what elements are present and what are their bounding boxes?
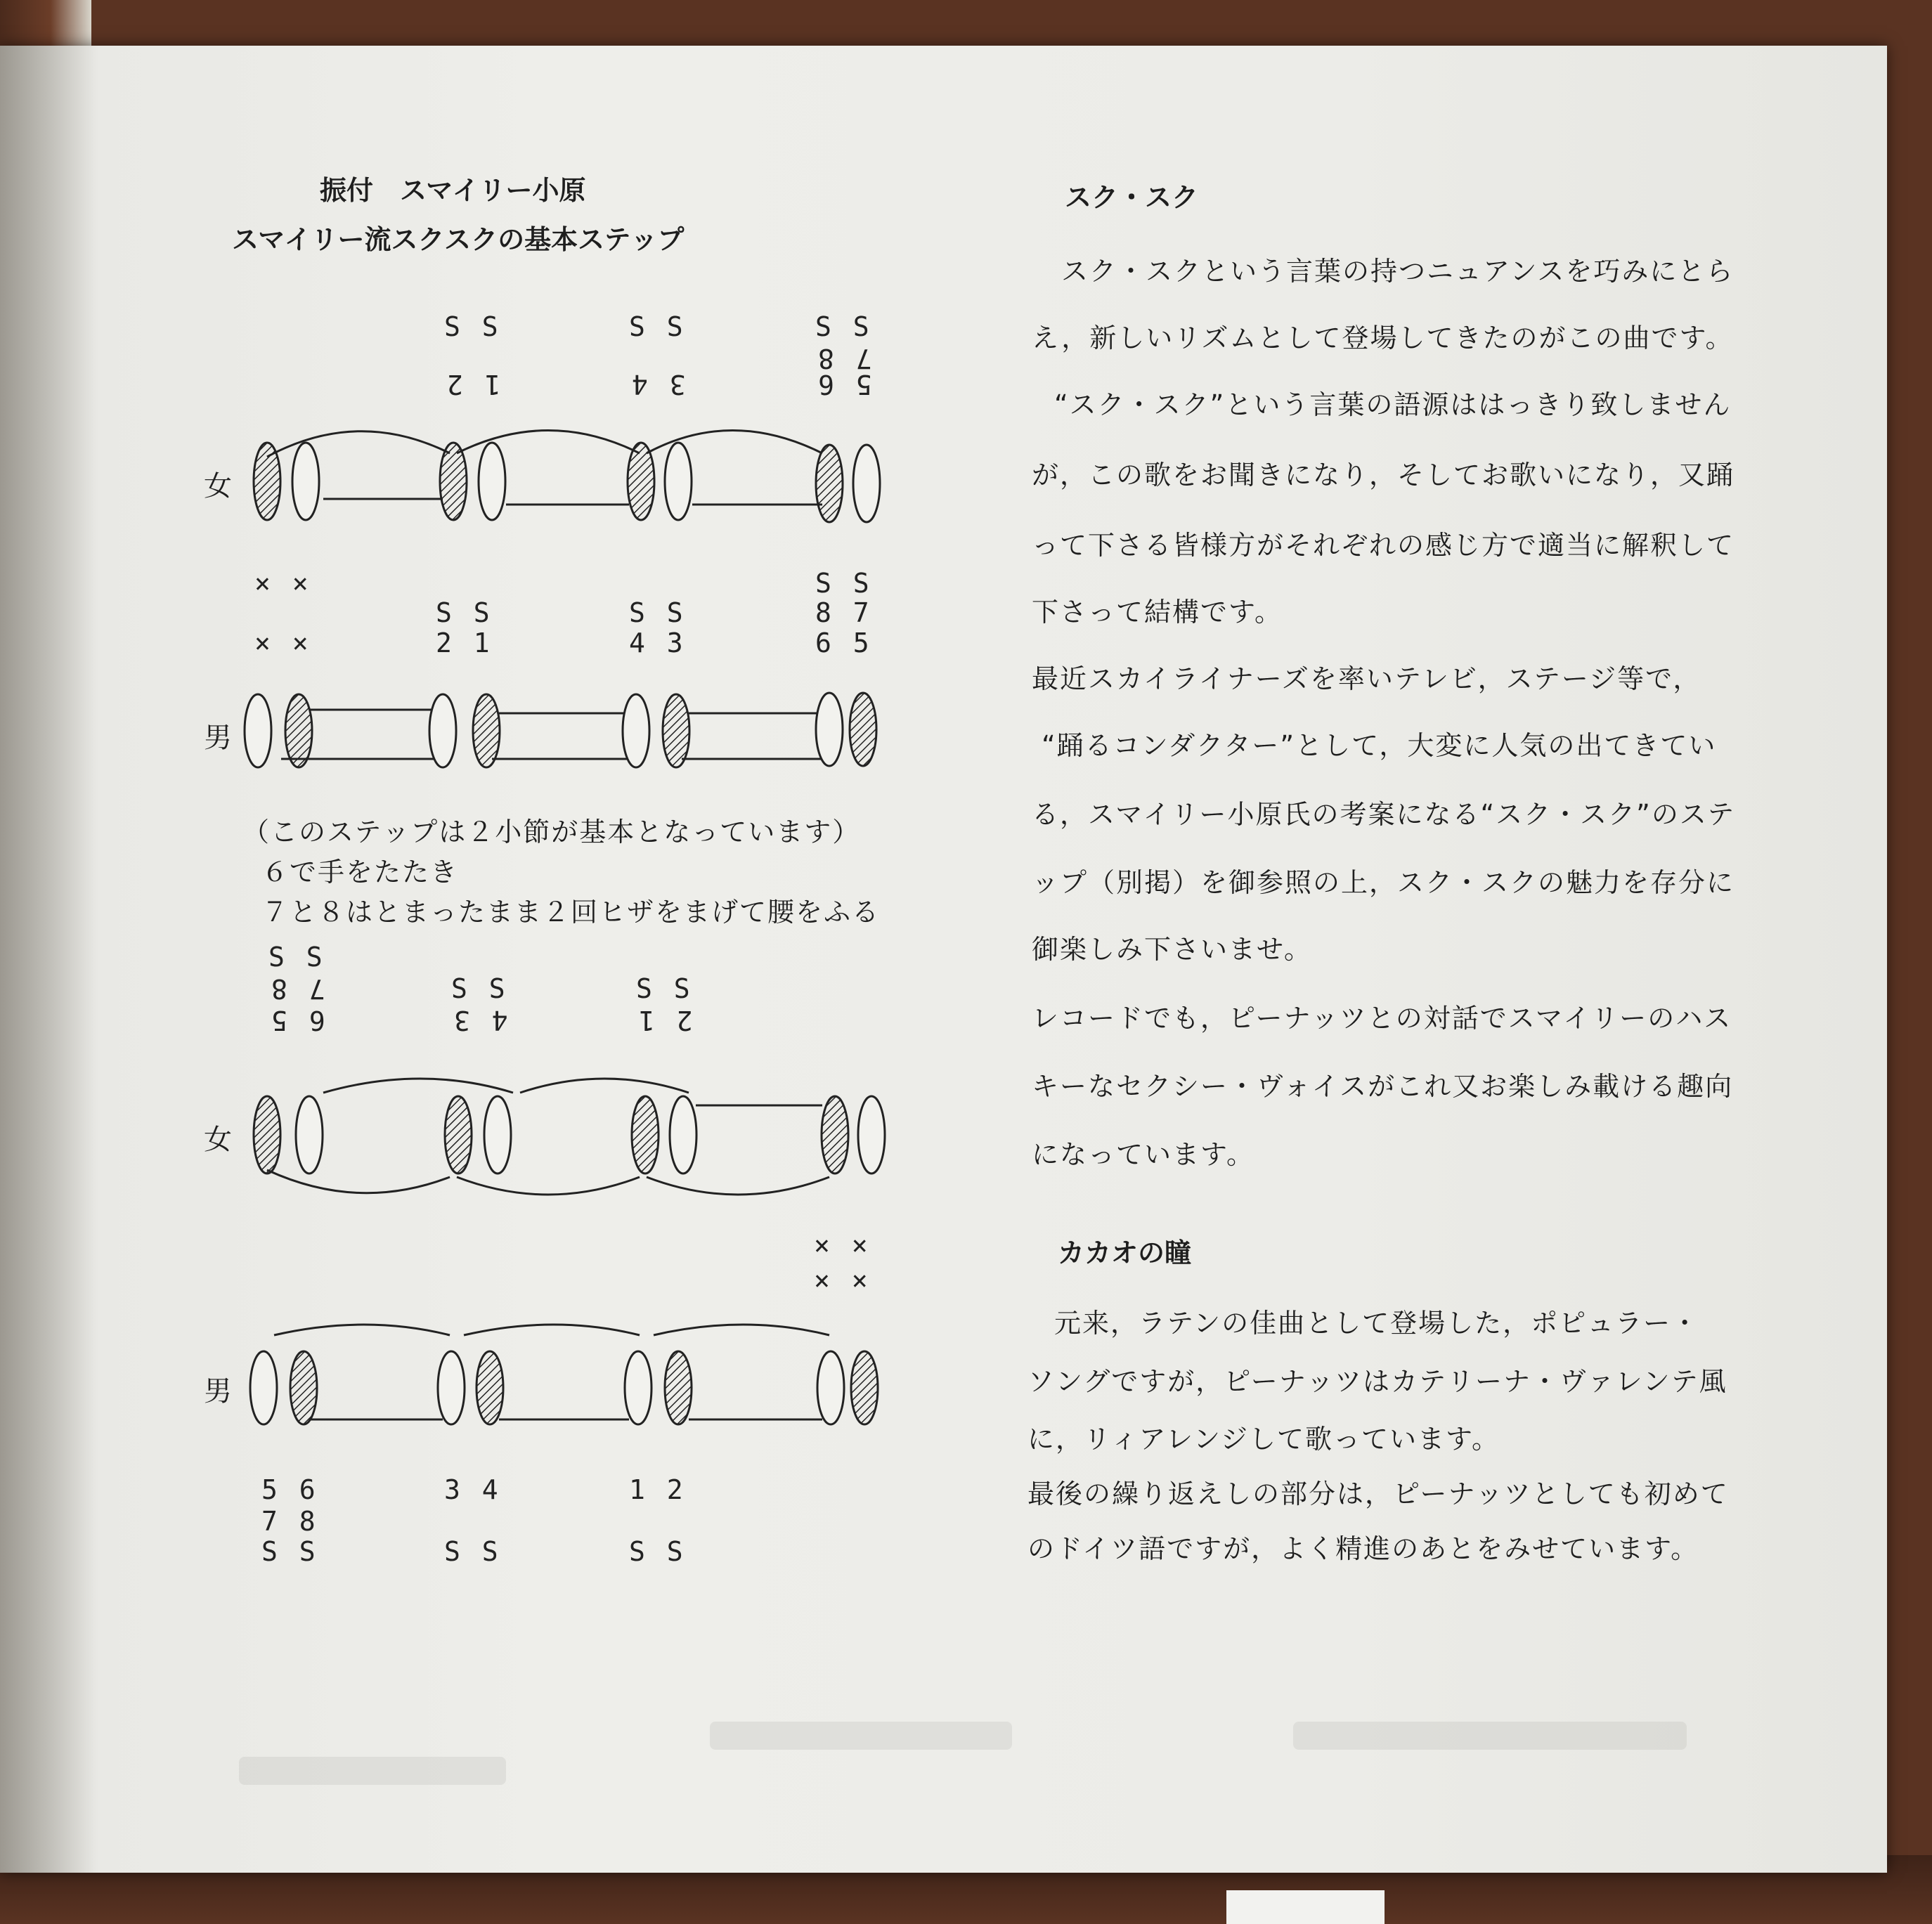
body-line: 最後の繰り返えしの部分は，ピーナッツとしても初めて <box>1027 1478 1729 1509</box>
body-line: ップ（別掲）を御参照の上，スク・スクの魅力を存分に <box>1032 867 1735 898</box>
count-label: 6 5 <box>815 628 872 658</box>
body-line: 下さって結構です。 <box>1032 597 1283 628</box>
page-fold-shadow <box>0 46 98 1873</box>
body-line: “踊るコンダクター”として，大変に人気の出てきてい <box>1042 730 1717 761</box>
body-line: キーなセクシー・ヴォイスがこれ又お楽しみ載ける趣向 <box>1032 1071 1734 1102</box>
body-line: “スク・スク”という言葉の語源ははっきり致しません <box>1054 389 1732 420</box>
foot-pair <box>250 1351 878 1424</box>
body-line: って下さる皆様方がそれぞれの感じ方で適当に解釈して <box>1032 530 1735 561</box>
count-label: 7 8 <box>815 343 872 374</box>
step-note: （このステップは２小節が基本となっています） <box>242 817 861 847</box>
count-label: 7 8 <box>261 1506 318 1537</box>
skip-marks: × × <box>814 1265 871 1296</box>
body-line: に，リィアレンジして歌っています。 <box>1027 1424 1500 1455</box>
count-label: 3 4 <box>444 1474 501 1505</box>
body-line: る，スマイリー小原氏の考案になる“スク・スク”のステ <box>1032 799 1736 830</box>
show-through-mark <box>710 1722 1012 1750</box>
count-label: 3 4 <box>629 369 686 400</box>
body-line: 最近スカイライナーズを率いテレビ，ステージ等で， <box>1032 663 1701 694</box>
skip-marks: × × <box>254 628 311 658</box>
count-label: S S <box>636 973 693 1004</box>
count-label: S S <box>268 942 325 973</box>
body-line: になっています。 <box>1032 1139 1254 1170</box>
count-label: 6 5 <box>268 1005 325 1036</box>
woman-label: 女 <box>204 1124 232 1156</box>
body-line: え，新しいリズムとして登場してきたのがこの曲です。 <box>1032 323 1734 353</box>
count-label: S S <box>261 1536 318 1567</box>
count-label: S S <box>815 568 872 599</box>
count-label: 4 3 <box>451 1005 508 1036</box>
body-line: が，この歌をお聞きになり，そしてお歌いになり，又踊 <box>1032 460 1735 490</box>
body-line: のドイツ語ですが，よく精進のあとをみせています。 <box>1027 1533 1699 1564</box>
section-title-suku-suku: スク・スク <box>1065 182 1199 213</box>
man-step-diagram-1 <box>239 682 900 780</box>
step-note: ６で手をたたき <box>261 857 459 888</box>
count-label: 5 6 <box>815 369 872 400</box>
man-label: 男 <box>204 722 232 754</box>
man-step-diagram-2 <box>239 1321 900 1441</box>
count-label: S S <box>629 1536 686 1567</box>
count-label: 1 2 <box>629 1474 686 1505</box>
count-label: S S <box>444 311 501 342</box>
skip-marks: × × <box>254 568 311 599</box>
count-label: S S <box>629 597 686 628</box>
count-label: S S <box>436 597 493 628</box>
body-line: ソングですが，ピーナッツはカテリーナ・ヴァレンテ風 <box>1027 1366 1727 1397</box>
count-label: S S <box>451 973 508 1004</box>
white-tag <box>1226 1890 1385 1924</box>
step-note: ７と８はとまったまま２回ヒザをまげて腰をふる <box>261 897 881 928</box>
woman-label: 女 <box>204 470 232 502</box>
count-label: 8 7 <box>815 597 872 628</box>
count-label: S S <box>815 311 872 342</box>
steps-title: スマイリー流スクスクの基本ステップ <box>232 224 685 255</box>
skip-marks: × × <box>814 1230 871 1261</box>
count-label: 1 2 <box>444 369 501 400</box>
count-label: 2 1 <box>636 1005 693 1036</box>
section-title-cacao: カカオの瞳 <box>1058 1237 1192 1268</box>
count-label: S S <box>629 311 686 342</box>
count-label: 2 1 <box>436 628 493 658</box>
body-line: 御楽しみ下さいませ。 <box>1032 934 1312 965</box>
foot-pair <box>254 443 880 522</box>
count-label: 5 6 <box>261 1474 318 1505</box>
count-label: S S <box>444 1536 501 1567</box>
body-line: 元来，ラテンの佳曲として登場した，ポピュラー・ <box>1054 1308 1700 1339</box>
woman-step-diagram-1 <box>239 415 900 541</box>
woman-step-diagram-2 <box>239 1065 900 1205</box>
show-through-mark <box>239 1757 506 1785</box>
foot-pair <box>245 693 876 767</box>
show-through-mark <box>1293 1722 1687 1750</box>
body-line: レコードでも，ピーナッツとの対話でスマイリーのハス <box>1032 1003 1732 1034</box>
foot-pair <box>254 1096 885 1174</box>
count-label: 7 8 <box>268 973 325 1004</box>
count-label: 4 3 <box>629 628 686 658</box>
man-label: 男 <box>204 1375 232 1408</box>
body-line: スク・スクという言葉の持つニュアンスを巧みにとら <box>1061 256 1735 287</box>
choreography-credit: 振付 スマイリー小原 <box>320 175 586 206</box>
